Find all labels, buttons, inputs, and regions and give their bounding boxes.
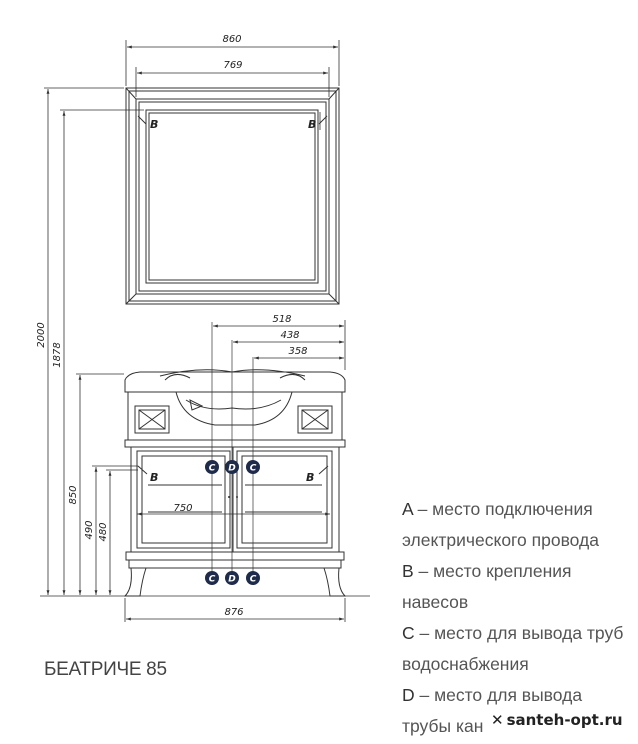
legend-item-d-line1: D – место для вывода bbox=[402, 685, 583, 705]
model-name: БЕАТРИЧЕ 85 bbox=[44, 659, 167, 680]
c-marker-label: C bbox=[208, 574, 216, 585]
dim-438-label: 438 bbox=[280, 330, 300, 341]
b-label: B bbox=[150, 471, 159, 484]
legend bbox=[402, 494, 638, 742]
b-label: B bbox=[150, 118, 159, 131]
dim-2000 bbox=[44, 88, 124, 595]
pipe-markers-upper bbox=[205, 460, 260, 474]
legend-item-b-line2: навесов bbox=[402, 592, 469, 612]
dim-358-label: 358 bbox=[288, 346, 308, 357]
dim-480-label: 480 bbox=[98, 522, 109, 542]
mirror-mount-marker-left bbox=[138, 112, 158, 131]
dim-490-label: 490 bbox=[84, 520, 95, 540]
legend-item-b-line1: B – место крепления bbox=[402, 561, 572, 581]
cabinet-mount-marker-right bbox=[306, 466, 328, 484]
dim-518 bbox=[213, 320, 345, 370]
c-marker-label: C bbox=[249, 574, 257, 585]
c-marker-label: C bbox=[208, 463, 216, 474]
dim-1878-label: 1878 bbox=[52, 342, 63, 368]
legend-item-c-line1: C – место для вывода труб bbox=[402, 623, 624, 643]
dim-860-label: 860 bbox=[222, 34, 242, 45]
d-marker-label: D bbox=[228, 463, 236, 474]
watermark bbox=[489, 711, 627, 729]
c-marker-label: C bbox=[249, 463, 257, 474]
dim-2000-label: 2000 bbox=[36, 322, 47, 348]
b-label: B bbox=[308, 118, 317, 131]
dim-769 bbox=[136, 67, 329, 97]
d-marker-label: D bbox=[228, 574, 236, 585]
dim-850-label: 850 bbox=[68, 485, 79, 505]
dim-876-label: 876 bbox=[224, 607, 244, 618]
cabinet-mount-marker-left bbox=[138, 466, 158, 484]
legend-item-d-line2: трубы кан bbox=[402, 716, 484, 736]
dim-769-label: 769 bbox=[223, 60, 243, 71]
watermark-text: santeh-opt.ru bbox=[506, 711, 623, 729]
legend-item-c-line2: водоснабжения bbox=[402, 654, 529, 674]
dim-518-label: 518 bbox=[272, 314, 292, 325]
legend-item-a-line1: A – место подключения bbox=[402, 499, 593, 519]
cross-icon: ✕ bbox=[491, 711, 504, 729]
dim-480 bbox=[106, 470, 138, 595]
pipe-markers-lower bbox=[205, 571, 260, 585]
legend-item-a-line2: электрического провода bbox=[402, 530, 599, 550]
dim-750-label: 750 bbox=[173, 503, 193, 514]
b-label: B bbox=[306, 471, 315, 484]
dim-850 bbox=[76, 374, 124, 595]
